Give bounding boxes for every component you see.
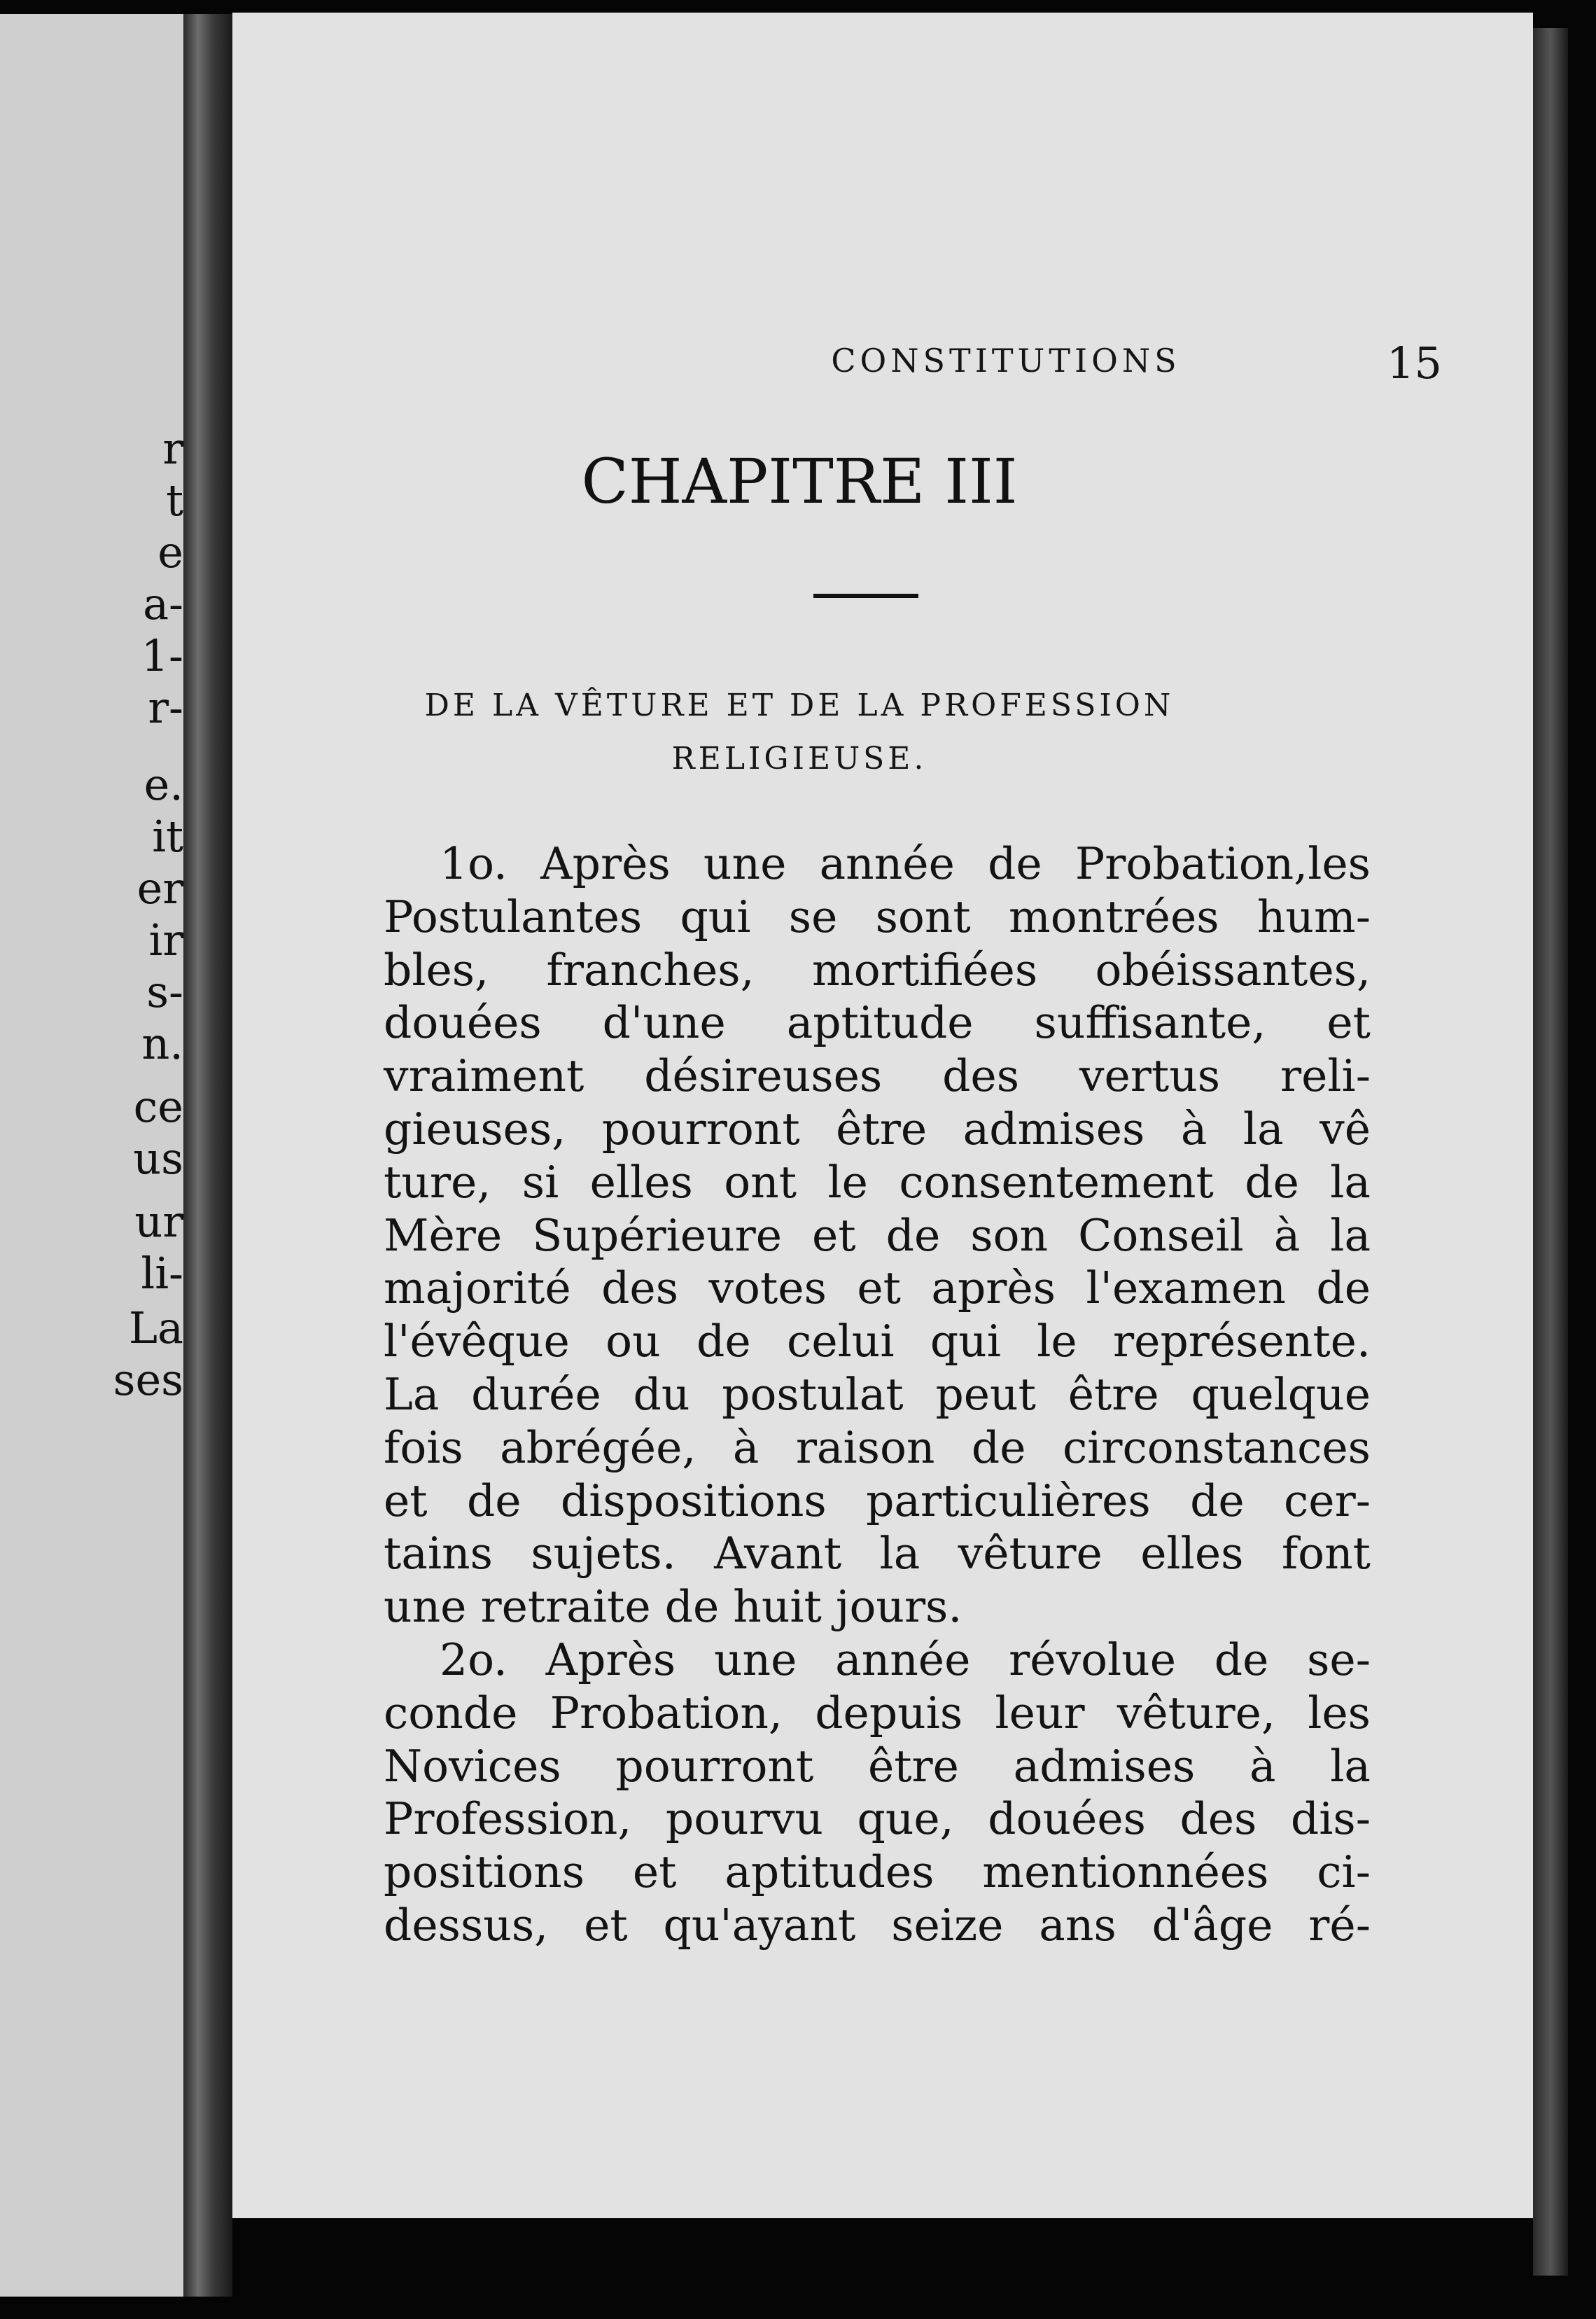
text-line: 2o. Après une année révolue de se- [440,1634,1371,1685]
body-text [384,837,1371,1952]
text-line: et de dispositions particulières de cer- [384,1475,1371,1526]
chapter-subtitle-line: RELIGIEUSE. [671,741,927,777]
text-line: tains sujets. Avant la vêture elles font [384,1528,1371,1580]
left-page-fragment: 1- [141,630,183,681]
left-page-fragment: us [133,1133,183,1184]
left-page-fragment: ce [133,1081,183,1132]
text-line: Profession, pourvu que, douées des dis- [384,1793,1371,1845]
text-line: dessus, et qu'ayant seize ans d'âge ré- [384,1899,1371,1951]
text-line: positions et aptitudes mentionnées ci- [384,1846,1371,1898]
left-page-fragment: e [158,527,183,578]
text-line: douées d'une aptitude suffisante, et [384,997,1371,1049]
chapter-subtitle-line: DE LA VÊTURE ET DE LA PROFESSION [424,688,1175,723]
left-page-fragment: ses [113,1354,183,1405]
text-line: vraiment désireuses des vertus reli- [384,1050,1371,1102]
page-number: 15 [1387,337,1442,389]
left-page-fragment: it [152,811,183,862]
text-line: une retraite de huit jours. [384,1581,962,1633]
chapter-title: CHAPITRE III [581,445,1018,517]
running-header: CONSTITUTIONS [831,342,1181,379]
text-line: ture, si elles ont le consentement de la [384,1156,1371,1208]
text-line: Mère Supérieure et de son Conseil à la [384,1209,1371,1261]
page-edge [1533,28,1568,2276]
left-page-fragment: r- [148,682,183,733]
left-page-fragment: t [166,475,183,526]
text-line: Postulantes qui se sont montrées hum- [384,891,1371,942]
left-page-fragment: ur [134,1196,183,1247]
text-line: majorité des votes et après l'examen de [384,1262,1371,1314]
left-page-fragment: ir [148,914,183,966]
text-line: fois abrégée, à raison de circonstances [384,1421,1371,1473]
text-line: bles, franches, mortifiées obéissantes, [384,944,1371,996]
left-page-fragment: n. [141,1018,183,1069]
text-line: 1o. Après une année de Probation,les [440,838,1371,889]
text-line: gieuses, pourront être admises à la vê [384,1103,1371,1155]
left-page [0,14,190,2297]
text-line: La durée du postulat peut être quelque [384,1368,1371,1420]
text-line: l'évêque ou de celui qui le représente. [384,1316,1371,1367]
left-page-fragment: er [136,863,183,914]
left-page-fragment: s- [146,966,183,1017]
text-line: Novices pourront être admises à la [384,1740,1371,1792]
left-page-fragment: a- [143,578,183,629]
book-gutter [183,14,232,2297]
left-page-fragment: r [162,423,183,474]
left-page-fragment: li- [141,1248,183,1299]
text-line: conde Probation, depuis leur vêture, les [384,1687,1371,1739]
title-rule [813,594,918,598]
book-page [232,13,1533,2218]
left-page-fragment: e. [144,759,183,810]
left-page-fragment: La [128,1302,183,1353]
